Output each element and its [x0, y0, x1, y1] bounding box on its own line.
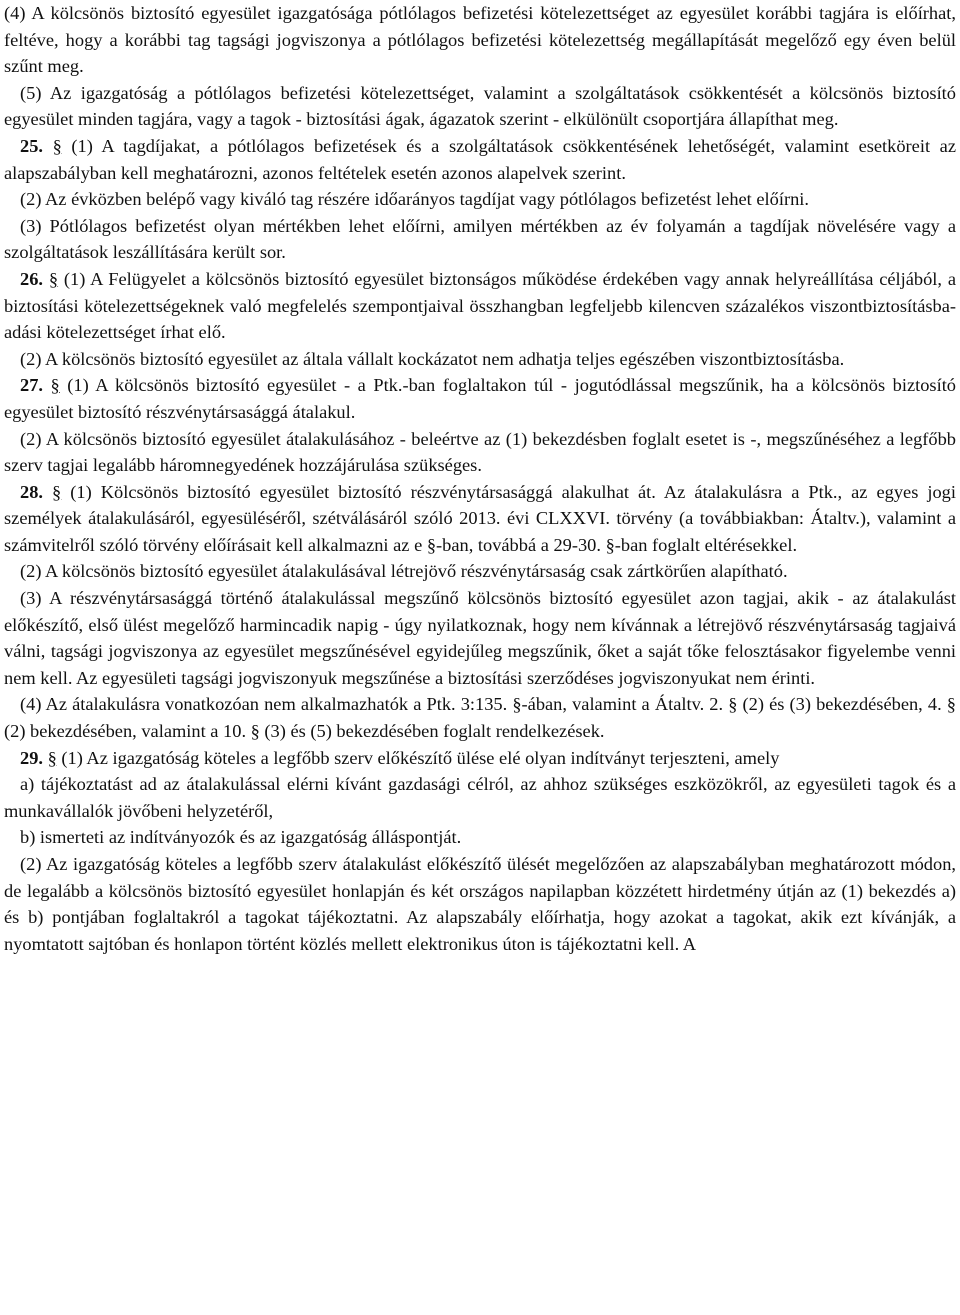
paragraph-28-5: (5) Az igazgatóság a pótlólagos befizetési kötelezettséget, valamint a szolgáltatások csökkentését a kölcsönös biztosító egyesület minden tagjára, vagy a tagok - biztosítási ágak, ágazatok szerint - elkülönült csoportjára állapíthat meg.	[4, 82, 956, 130]
section-29-paragraph-1: 29. § (1) Az igazgatóság köteles a legfőbb szerv előkészítő ülése elé olyan indítványt terjeszteni, amely	[20, 747, 780, 768]
section-number: 27.	[20, 375, 43, 396]
section-number: 25.	[20, 135, 43, 156]
section-29-point-a: a) tájékoztatást ad az átalakulással elérni kívánt gazdasági célról, az ahhoz szükséges eszközökről, az egyesületi tagok és a munkavállalók jövőbeni helyzetéről,	[4, 774, 956, 821]
section-27-paragraph-1: 27. § (1) A kölcsönös biztosító egyesület - a Ptk.-ban foglaltakon túl - jogutódlással megszűnik, ha a kölcsönös biztosító egyesület biztosító részvénytársasággá átalakul.	[4, 375, 956, 422]
section-28-paragraph-3: (3) A részvénytársasággá történő átalakulással megszűnő kölcsönös biztosító egyesület azon tagjai, akik - az átalakulást előkészítő, első ülést megelőző harmincadik napig - úgy nyilatkoznak, hogy nem kívánnak a létrejövő részvénytársaság tagjaivá válni, tagsági jogviszonya az egyesület megszűnésével egyidejűleg megszűnik, őket a saját tőke felosztásakor figyelembe venni nem kell. Az egyesületi tagsági jogviszonyuk megszűnése a biztosítási szerződéses jogviszonyukat nem érinti.	[4, 588, 956, 688]
section-sign-link[interactable]: §	[47, 747, 57, 768]
section-27-paragraph-2: (2) A kölcsönös biztosító egyesület átalakulásához - beleértve az (1) bekezdésben foglalt esetet is -, megszűnéséhez a legfőbb szerv tagjai legalább háromnegyedének hozzájárulása szükséges.	[4, 428, 956, 476]
section-28-paragraph-2: (2) A kölcsönös biztosító egyesület átalakulásával létrejövő részvénytársaság csak zártkörűen alapítható.	[20, 561, 788, 582]
section-sign-link[interactable]: §	[52, 481, 62, 502]
section-26-paragraph-2: (2) A kölcsönös biztosító egyesület az általa vállalt kockázatot nem adhatja teljes egészében viszontbiztosításba.	[20, 348, 845, 369]
section-sign-link[interactable]: §	[50, 375, 60, 396]
section-25-paragraph-1: 25. § (1) A tagdíjakat, a pótlólagos befizetések és a szolgáltatások csökkentésének lehetőségét, valamint esetköreit az alapszabályban kell meghatározni, azonos feltételek esetén azonos alapelvek szerint.	[4, 135, 956, 183]
section-28-paragraph-1: 28. § (1) Kölcsönös biztosító egyesület biztosító részvénytársasággá alakulhat át. Az átalakulásra a Ptk., az egyes jogi személyek átalakulásáról, egyesüléséről, szétválásáról szóló 2013. évi CLXXVI. törvény (a továbbiakban: Átaltv.), valamint a számvitelről szóló törvény előírásait kell alkalmazni az e §-ban, továbbá a 29-30. §-ban foglalt eltérésekkel.	[4, 481, 956, 555]
section-number: 29.	[20, 747, 43, 768]
section-29-point-b: b) ismerteti az indítványozók és az igazgatóság álláspontját.	[20, 827, 462, 848]
section-sign-link[interactable]: §	[48, 268, 59, 289]
section-sign-link[interactable]: §	[52, 135, 62, 156]
section-29-paragraph-2: (2) Az igazgatóság köteles a legfőbb szerv átalakulást előkészítő ülését megelőzően az alapszabályban meghatározott módon, de legalább a kölcsönös biztosító egyesület honlapján és két országos napilapban közzétett hirdetmény útján az (1) bekezdés a) és b) pontjában foglaltakról a tagokat tájékoztatni. Az alapszabály előírhatja, hogy azokat a tagokat, akik ezt kívánják, a nyomtatott sajtóban és honlapon történt közlés mellett elektronikus úton is tájékoztatni kell. A	[4, 854, 956, 954]
section-25-paragraph-2: (2) Az évközben belépő vagy kiváló tag részére időarányos tagdíjat vagy pótlólagos befizetést lehet előírni.	[20, 189, 809, 210]
section-26-paragraph-1: 26. § (1) A Felügyelet a kölcsönös biztosító egyesület biztonságos működése érdekében vagy annak helyreállítása céljából, a biztosítási kötelezettségeknek való megfelelés szempontjaival összhangban legfeljebb kilencven százalékos viszontbiztosításba-adási kötelezettséget írhat elő.	[4, 268, 956, 343]
section-number: 26.	[20, 268, 43, 289]
paragraph-28-4: (4) A kölcsönös biztosító egyesület igazgatósága pótlólagos befizetési kötelezettséget az egyesület korábbi tagjára is előírhat, feltéve, hogy a korábbi tag tagsági jogviszonya a pótlólagos befizetési kötelezettség megállapítását megelőző egy éven belül szűnt meg.	[4, 3, 956, 77]
section-28-paragraph-4: (4) Az átalakulásra vonatkozóan nem alkalmazhatók a Ptk. 3:135. §-ában, valamint a Átaltv. 2. § (2) és (3) bekezdésében, 4. § (2) bekezdésében, valamint a 10. § (3) és (5) bekezdésében foglalt rendelkezések.	[4, 694, 956, 742]
section-number: 28.	[20, 481, 43, 502]
section-25-paragraph-3: (3) Pótlólagos befizetést olyan mértékben lehet előírni, amilyen mértékben az év folyamán a tagdíjak növelésére vagy a szolgáltatások leszállítására került sor.	[4, 215, 956, 263]
